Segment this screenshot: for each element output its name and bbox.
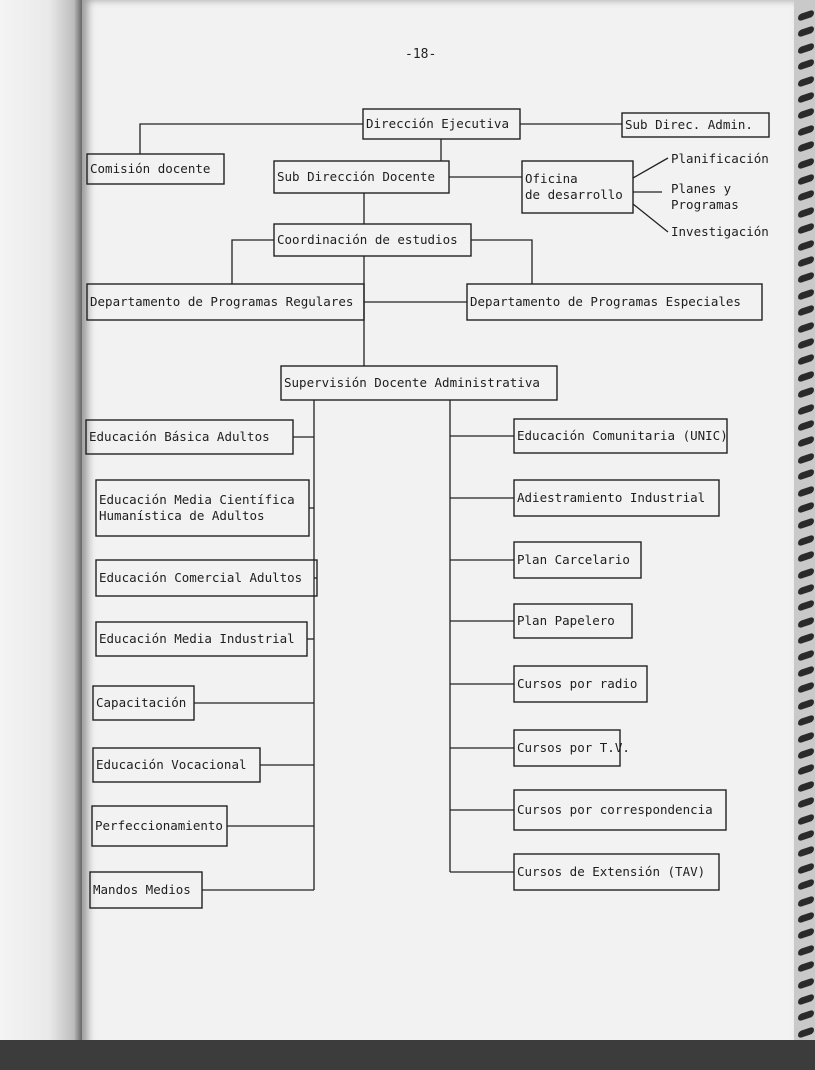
node-sub-direc-admin bbox=[622, 113, 769, 137]
svg-text:Departamento de Programas Regu: Departamento de Programas Regulares bbox=[90, 294, 354, 309]
edge-coordinacion-regulares bbox=[232, 240, 274, 284]
svg-text:Cursos por radio: Cursos por radio bbox=[517, 676, 638, 691]
svg-text:Supervisión Docente Administra: Supervisión Docente Administrativa bbox=[284, 375, 540, 390]
svg-text:Programas: Programas bbox=[671, 197, 739, 212]
svg-text:Educación Comercial Adultos: Educación Comercial Adultos bbox=[99, 570, 303, 585]
node-regular-3 bbox=[96, 560, 317, 596]
node-especial-1 bbox=[514, 419, 728, 453]
edge-oficina-investigacion bbox=[633, 204, 668, 232]
page-number: -18- bbox=[405, 47, 437, 62]
svg-text:Cursos por correspondencia: Cursos por correspondencia bbox=[517, 802, 713, 817]
label-investigacion bbox=[671, 224, 769, 239]
node-depto-regulares bbox=[87, 284, 364, 320]
node-especial-2 bbox=[514, 480, 719, 516]
label-planificacion bbox=[671, 151, 769, 166]
node-coordinacion-estudios bbox=[274, 224, 471, 256]
node-direccion-ejecutiva bbox=[363, 109, 520, 139]
label-planes-programas bbox=[671, 181, 739, 212]
node-especial-4 bbox=[514, 604, 632, 638]
svg-text:Sub Direc. Admin.: Sub Direc. Admin. bbox=[625, 117, 753, 132]
node-depto-especiales bbox=[467, 284, 762, 320]
svg-text:Cursos por T.V.: Cursos por T.V. bbox=[517, 740, 630, 755]
svg-text:Coordinación de estudios: Coordinación de estudios bbox=[277, 232, 458, 247]
node-supervision bbox=[281, 366, 557, 400]
svg-text:Capacitación: Capacitación bbox=[96, 695, 187, 710]
svg-text:Humanística de Adultos: Humanística de Adultos bbox=[99, 508, 265, 523]
node-oficina-desarrollo bbox=[522, 161, 633, 213]
svg-text:Planes y: Planes y bbox=[671, 181, 732, 196]
node-regular-2 bbox=[96, 480, 309, 536]
svg-text:Educación Comunitaria (UNIC): Educación Comunitaria (UNIC) bbox=[517, 428, 728, 443]
node-regular-6 bbox=[93, 748, 260, 782]
node-comision-docente bbox=[87, 154, 224, 184]
edge-oficina-planificacion bbox=[633, 158, 668, 178]
svg-text:Comisión docente: Comisión docente bbox=[90, 161, 211, 176]
node-sub-direccion-docente bbox=[274, 161, 449, 193]
svg-text:Perfeccionamiento: Perfeccionamiento bbox=[95, 818, 223, 833]
edge-coordinacion-especiales bbox=[471, 240, 532, 284]
node-regular-4 bbox=[96, 622, 307, 656]
svg-text:Educación Media Industrial: Educación Media Industrial bbox=[99, 631, 295, 646]
svg-text:Educación Básica Adultos: Educación Básica Adultos bbox=[89, 429, 270, 444]
svg-text:de desarrollo: de desarrollo bbox=[525, 187, 623, 202]
svg-text:Mandos Medios: Mandos Medios bbox=[93, 882, 191, 897]
node-regular-1 bbox=[86, 420, 293, 454]
node-regular-8 bbox=[90, 872, 202, 908]
node-especial-3 bbox=[514, 542, 641, 578]
svg-text:Investigación: Investigación bbox=[671, 224, 769, 239]
svg-text:Departamento de Programas Espe: Departamento de Programas Especiales bbox=[470, 294, 741, 309]
node-regular-5 bbox=[93, 686, 194, 720]
org-chart-nodes bbox=[86, 109, 769, 908]
node-especial-7 bbox=[514, 790, 726, 830]
svg-text:Adiestramiento Industrial: Adiestramiento Industrial bbox=[517, 490, 706, 505]
svg-text:Cursos de Extensión (TAV): Cursos de Extensión (TAV) bbox=[517, 864, 706, 879]
svg-text:Plan Papelero: Plan Papelero bbox=[517, 613, 615, 628]
svg-text:Sub Dirección Docente: Sub Dirección Docente bbox=[277, 169, 436, 184]
node-especial-6 bbox=[514, 730, 630, 766]
svg-text:Dirección Ejecutiva: Dirección Ejecutiva bbox=[366, 116, 509, 131]
svg-text:Plan Carcelario: Plan Carcelario bbox=[517, 552, 630, 567]
node-especial-8 bbox=[514, 854, 719, 890]
node-especial-5 bbox=[514, 666, 647, 702]
svg-text:Educación Vocacional: Educación Vocacional bbox=[96, 757, 247, 772]
svg-text:Oficina: Oficina bbox=[525, 171, 578, 186]
svg-text:Planificación: Planificación bbox=[671, 151, 769, 166]
node-regular-7 bbox=[92, 806, 227, 846]
svg-text:Educación Media Científica: Educación Media Científica bbox=[99, 492, 295, 507]
edge-ejecutiva-comision bbox=[140, 124, 363, 154]
